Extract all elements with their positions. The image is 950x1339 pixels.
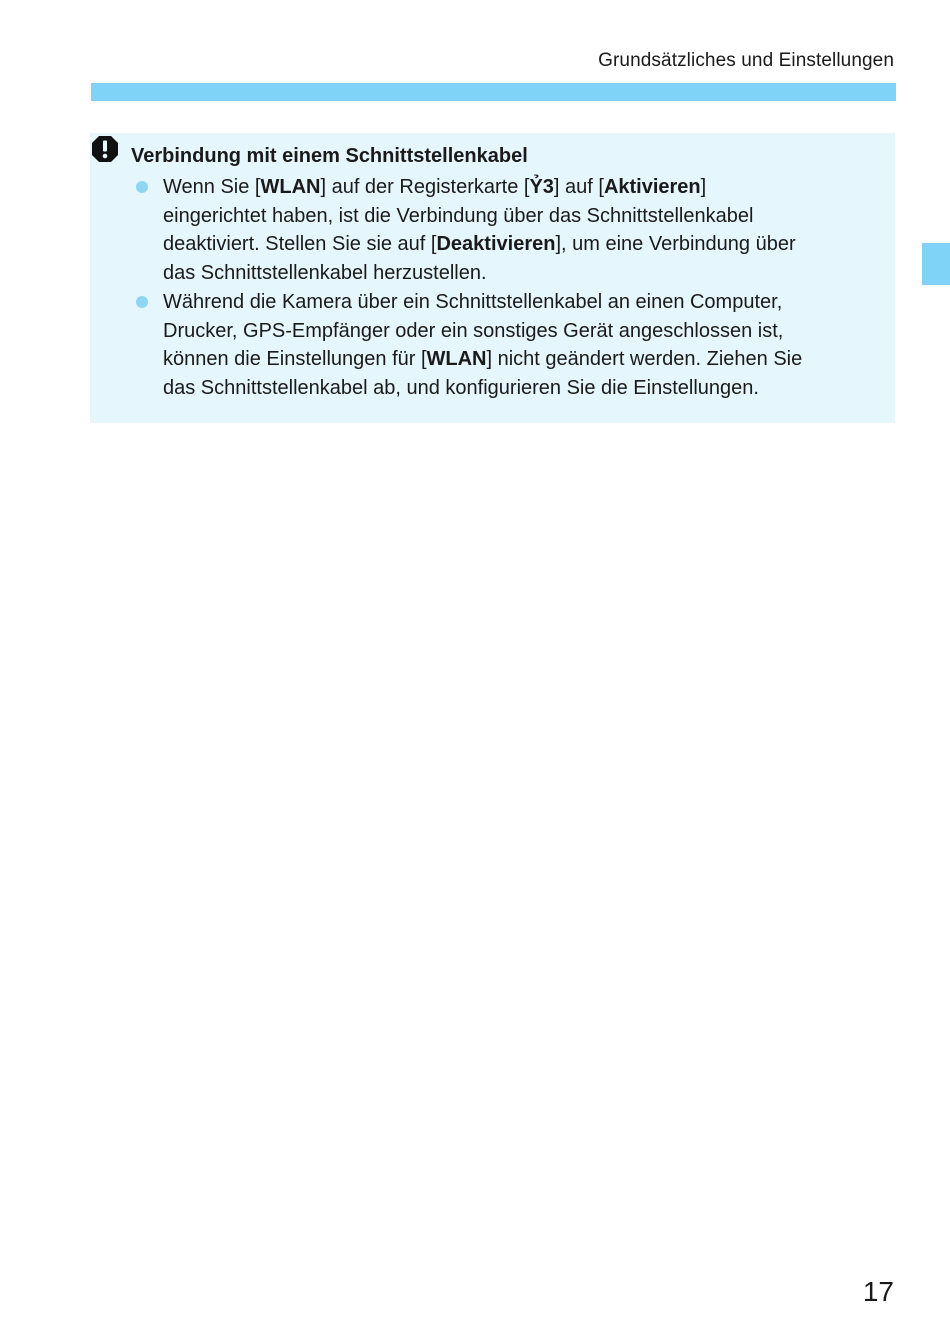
menu-term: WLAN — [260, 176, 321, 198]
text-segment: deaktiviert. Stellen Sie sie auf [ — [163, 233, 437, 256]
text-line — [163, 173, 883, 202]
text-segment: können die Einstellungen für [ — [163, 348, 427, 371]
text-line: das Schnittstellenkabel ab, und konfigurieren Sie die Einstellungen. — [163, 376, 759, 399]
settings-tab-term: Ỷ3 — [529, 176, 554, 198]
note-list — [131, 173, 883, 403]
caution-icon — [90, 134, 120, 164]
header-accent-bar — [91, 83, 896, 101]
note-list-item — [131, 173, 883, 288]
text-segment: Wenn Sie [ — [163, 176, 261, 198]
text-segment: ] auf der Registerkarte [ — [320, 176, 530, 198]
text-line: Drucker, GPS-Empfänger oder ein sonstiges Gerät angeschlossen ist, — [163, 319, 784, 342]
text-line — [163, 345, 883, 374]
note-heading: Verbindung mit einem Schnittstellenkabel — [131, 145, 528, 167]
text-segment: ] — [700, 176, 707, 198]
bullet-icon — [136, 181, 148, 193]
text-line: das Schnittstellenkabel herzustellen. — [163, 262, 487, 285]
bullet-icon — [136, 296, 148, 308]
text-line — [163, 230, 883, 259]
text-segment: ], um eine Verbindung über — [555, 233, 796, 256]
text-segment: ] auf [ — [553, 176, 604, 198]
menu-term: Deaktivieren — [436, 233, 556, 256]
note-list-item — [131, 288, 883, 403]
page-header-title: Grundsätzliches und Einstellungen — [598, 50, 894, 71]
chapter-side-tab — [922, 243, 950, 285]
menu-term: Aktivieren — [603, 176, 701, 198]
text-line: eingerichtet haben, ist die Verbindung über das Schnittstellenkabel — [163, 204, 754, 227]
text-segment: ] nicht geändert werden. Ziehen Sie — [486, 348, 803, 371]
text-line: Während die Kamera über ein Schnittstellenkabel an einen Computer, — [163, 290, 783, 313]
menu-term: WLAN — [426, 348, 487, 371]
page-number: 17 — [862, 1276, 894, 1307]
